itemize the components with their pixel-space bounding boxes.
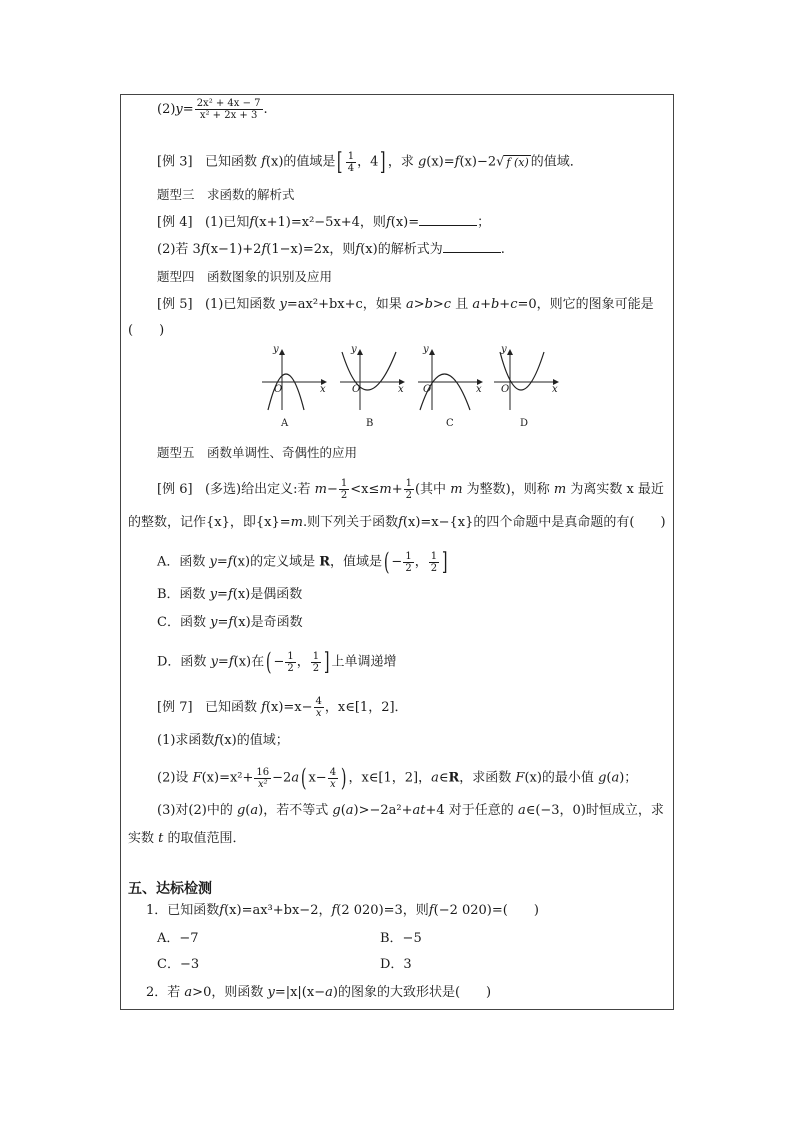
var-m: m xyxy=(314,482,327,497)
var-t: t xyxy=(158,831,164,846)
text: =|x|(x− xyxy=(274,985,326,1000)
var-f: f xyxy=(200,242,206,257)
example4-part2 xyxy=(157,240,505,259)
text: (x)=ax³+bx−2， xyxy=(224,903,332,918)
text: )的图象的大致形状是( ) xyxy=(332,985,492,1000)
denominator: 2 xyxy=(430,562,438,574)
example7-part2 xyxy=(157,766,637,790)
example-label: [例 4] xyxy=(157,215,193,230)
graph-d-origin: O xyxy=(501,384,510,395)
text: (x)=x−{x}的四个命题中是真命题的有( ) xyxy=(402,515,666,530)
text: + xyxy=(391,482,403,497)
text: (x)是偶函数 xyxy=(232,587,303,602)
text: 已知函数 xyxy=(204,700,262,715)
var-f: f xyxy=(227,554,233,570)
term-at: at xyxy=(412,803,426,818)
text: − xyxy=(391,554,403,570)
option-a xyxy=(157,550,449,574)
text: (x)在 xyxy=(233,654,265,670)
text: B．函数 xyxy=(157,587,210,602)
section5-heading: 五、达标检测 xyxy=(128,881,212,897)
text: (1−x)=2x，则 xyxy=(266,242,356,257)
numerator: 4 xyxy=(315,696,322,707)
sum: a+b+c xyxy=(472,297,518,312)
example7-part3-line2 xyxy=(128,830,246,848)
graph-b-x-label: x xyxy=(398,384,404,395)
text: A．函数 xyxy=(157,554,210,570)
denominator: 2 xyxy=(312,662,320,674)
example-label: [例 5] xyxy=(157,297,193,312)
text: ( xyxy=(606,770,612,786)
text: 上单调递增 xyxy=(331,654,397,670)
text: ，x∈[1，2]． xyxy=(324,700,408,715)
var-f: f xyxy=(261,154,266,170)
var-f: f xyxy=(428,903,434,918)
text: − xyxy=(273,654,285,670)
text: ∈(−3，0)时恒成立，求 xyxy=(525,803,664,818)
option-b xyxy=(157,586,302,604)
text: (x)是奇函数 xyxy=(233,615,303,630)
numerator: 1 xyxy=(405,550,412,562)
graph-d xyxy=(494,350,558,410)
var-a: a xyxy=(250,803,259,818)
reals-symbol: R xyxy=(319,554,331,570)
denominator: 2 xyxy=(405,562,412,574)
var-F: F xyxy=(515,770,525,786)
text: (x)−2 xyxy=(459,154,497,170)
text: = xyxy=(217,654,229,670)
text: (其中 xyxy=(414,482,451,497)
text: (3)对(2)中的 xyxy=(157,803,237,818)
numerator: 1 xyxy=(312,650,320,662)
var-a: a xyxy=(325,985,333,1000)
fraction xyxy=(314,696,324,719)
var-y: y xyxy=(210,654,218,670)
equals: = xyxy=(182,102,194,117)
text: (x)的值域； xyxy=(219,733,289,748)
example6-line1 xyxy=(157,478,664,501)
example7 xyxy=(157,696,408,719)
denominator: 2 xyxy=(287,662,294,674)
var-f: f xyxy=(228,654,234,670)
text: ，求函数 xyxy=(459,770,516,786)
var-f: f xyxy=(249,215,255,230)
left-paren: ( xyxy=(383,548,390,576)
example3 xyxy=(157,150,583,174)
text: ， xyxy=(414,554,428,570)
text: = xyxy=(216,554,228,570)
text: ( xyxy=(340,803,346,818)
text: = xyxy=(217,615,229,630)
text: ( xyxy=(245,803,251,818)
text: (x)=x²+ xyxy=(201,770,254,786)
text: +4 对于任意的 xyxy=(425,803,518,818)
graph-b xyxy=(340,350,404,410)
text: (x)的定义域是 xyxy=(232,554,320,570)
fraction xyxy=(285,651,295,674)
numerator: 2x² + 4x − 7 xyxy=(196,98,261,109)
period: . xyxy=(263,102,268,117)
parabola-graphs xyxy=(258,344,578,414)
text: 的值域． xyxy=(530,154,583,170)
q1-option-a: A．−7 xyxy=(157,931,199,946)
right-bracket: ] xyxy=(380,148,386,176)
var-f: f xyxy=(214,733,220,748)
denominator: x xyxy=(330,778,336,790)
var-f: f xyxy=(227,587,233,602)
var-g: g xyxy=(598,770,607,786)
var-m: m xyxy=(450,482,463,497)
sqrt-content: f (x) xyxy=(506,155,529,169)
var-y: y xyxy=(210,615,218,630)
text: )，若不等式 xyxy=(258,803,333,818)
answer-blank[interactable] xyxy=(443,240,501,253)
denominator: x² + 2x + 3 xyxy=(199,110,258,121)
var-f: f xyxy=(219,903,225,918)
text: (2)设 xyxy=(157,770,193,786)
fraction xyxy=(403,551,413,574)
text: . xyxy=(500,242,505,257)
example-label: [例 3] xyxy=(157,154,193,170)
text: ，值域是 xyxy=(330,554,383,570)
left-bracket: [ xyxy=(337,148,343,176)
var-m: m xyxy=(290,515,303,530)
graph-a-y-label: y xyxy=(273,344,279,355)
text: (x)= xyxy=(426,154,455,170)
answer-blank[interactable] xyxy=(419,213,477,226)
fraction xyxy=(404,478,414,501)
var-F: F xyxy=(192,770,202,786)
graph-c-origin: O xyxy=(423,384,432,395)
text: (x)的解析式为 xyxy=(360,242,443,257)
option-c xyxy=(157,614,303,632)
text: (−2 020)=( ) xyxy=(433,903,539,918)
example7-part1 xyxy=(157,732,289,750)
text: (x)的值域是 xyxy=(265,154,336,170)
var-g: g xyxy=(332,803,341,818)
var-f: f xyxy=(398,515,403,530)
text: 的取值范围． xyxy=(163,831,246,846)
text: =0，则它的图象可能是 xyxy=(517,297,654,312)
right-bracket: ] xyxy=(324,648,330,676)
reals-symbol: R xyxy=(448,770,460,786)
example-label: [例 7] xyxy=(157,700,193,715)
fraction xyxy=(429,551,439,574)
text: 且 xyxy=(451,297,473,312)
text: <x≤ xyxy=(350,482,380,497)
text: C．函数 xyxy=(157,615,211,630)
q1-option-c: C．−3 xyxy=(157,957,200,972)
fraction xyxy=(311,651,321,674)
var-a: a xyxy=(184,985,193,1000)
text: (x)= xyxy=(390,215,420,230)
var-f: f xyxy=(261,700,266,715)
graph-a xyxy=(262,350,326,410)
text: (x)=x− xyxy=(265,700,313,715)
denominator: 4 xyxy=(347,162,355,174)
var-f: f xyxy=(454,154,460,170)
text: =ax²+bx+c，如果 xyxy=(286,297,406,312)
q1-option-b: B．−5 xyxy=(380,931,422,946)
numerator: 16 xyxy=(256,766,270,778)
example4-part1 xyxy=(157,213,490,232)
text: 为离实数 x 最近 xyxy=(566,482,664,497)
text: 为整数)，则称 xyxy=(462,482,554,497)
var-y: y xyxy=(279,297,287,312)
numerator: 1 xyxy=(430,550,438,562)
var-y: y xyxy=(209,554,217,570)
option-d xyxy=(157,650,397,674)
text: −2 xyxy=(272,770,292,786)
text: 1．已知函数 xyxy=(146,903,220,918)
text: (1)已知函数 xyxy=(204,297,280,312)
graph-d-y-label: y xyxy=(501,344,507,355)
denominator: x xyxy=(315,708,322,719)
fraction xyxy=(254,767,271,790)
denominator: 2 xyxy=(340,490,348,501)
type5-heading: 题型五 函数单调性、奇偶性的应用 xyxy=(157,445,358,460)
text: 实数 xyxy=(128,831,159,846)
left-paren: ( xyxy=(300,764,307,792)
part-number: (2) xyxy=(157,102,176,117)
condition: a>b>c xyxy=(405,297,452,312)
graph-a-caption: A xyxy=(281,418,289,429)
var-y: y xyxy=(267,985,275,1000)
denominator: 2 xyxy=(405,490,412,501)
text: >0，则函数 xyxy=(192,985,268,1000)
var-g: g xyxy=(417,154,427,170)
text: (2 020)=3，则 xyxy=(336,903,429,918)
var-m: m xyxy=(553,482,567,497)
right-bracket: ] xyxy=(441,548,448,576)
type4-heading: 题型四 函数图象的识别及应用 xyxy=(157,269,333,284)
var-m: m xyxy=(379,482,392,497)
text: − xyxy=(326,482,338,497)
example6-line2 xyxy=(128,514,666,532)
text: = xyxy=(217,587,228,602)
text: (1)已知 xyxy=(204,215,250,230)
text: ，4 xyxy=(357,154,379,170)
denominator: x² xyxy=(257,778,268,790)
numerator: 1 xyxy=(287,650,294,662)
var-y: y xyxy=(209,587,218,602)
graph-b-y-label: y xyxy=(351,344,357,355)
graph-d-caption: D xyxy=(520,418,529,429)
example5-choice-paren: ( ) xyxy=(128,323,165,338)
text: (2)若 3 xyxy=(157,242,201,257)
fraction xyxy=(339,478,349,501)
numerator: 1 xyxy=(347,150,355,162)
graph-a-origin: O xyxy=(274,384,283,395)
text: x− xyxy=(308,770,327,786)
var-a: a xyxy=(517,803,526,818)
fraction xyxy=(346,151,356,174)
var-y: y xyxy=(175,102,183,117)
text: ∈ xyxy=(438,770,449,786)
right-paren: ) xyxy=(340,764,347,792)
question2 xyxy=(146,984,491,1002)
text: (x+1)=x²−5x+4，则 xyxy=(254,215,386,230)
text: (多选)给出定义:若 xyxy=(204,482,315,497)
text: )； xyxy=(619,770,638,786)
var-f: f xyxy=(355,242,361,257)
var-f: f xyxy=(261,242,267,257)
example-label: [例 6] xyxy=(157,482,193,497)
text: .则下列关于函数 xyxy=(302,515,399,530)
fraction xyxy=(328,767,338,790)
graph-d-x-label: x xyxy=(552,384,558,395)
text: )>−2a²+ xyxy=(353,803,413,818)
left-paren: ( xyxy=(266,648,272,676)
var-a: a xyxy=(291,770,300,786)
sqrt-sign: √ xyxy=(496,154,505,170)
type3-heading: 题型三 求函数的解析式 xyxy=(157,187,295,202)
example7-part3-line1 xyxy=(157,802,664,820)
q1-option-d: D．3 xyxy=(380,957,412,972)
var-g: g xyxy=(236,803,246,818)
text: ，求 xyxy=(387,154,418,170)
example5 xyxy=(157,296,654,314)
text: 的整数，记作{x}，即{x}= xyxy=(128,515,291,530)
text: (x−1)+2 xyxy=(205,242,262,257)
var-f: f xyxy=(228,615,234,630)
graph-c-y-label: y xyxy=(423,344,429,355)
text: ， xyxy=(296,654,310,670)
var-a: a xyxy=(431,770,439,786)
graph-c xyxy=(418,350,482,410)
text: (x)的最小值 xyxy=(524,770,599,786)
numerator: 4 xyxy=(329,766,337,778)
text: D．函数 xyxy=(157,654,211,670)
graph-c-caption: C xyxy=(446,418,454,429)
text: ； xyxy=(477,215,491,230)
text: (1)求函数 xyxy=(157,733,215,748)
text: 2．若 xyxy=(146,985,185,1000)
text: ，x∈[1，2]， xyxy=(348,770,432,786)
var-a: a xyxy=(345,803,354,818)
var-f: f xyxy=(385,215,391,230)
graph-b-caption: B xyxy=(366,418,374,429)
numerator: 1 xyxy=(340,478,348,489)
numerator: 1 xyxy=(405,478,412,489)
question1 xyxy=(146,902,539,920)
graph-a-x-label: x xyxy=(320,384,326,395)
var-f: f xyxy=(331,903,337,918)
text: 已知函数 xyxy=(204,154,262,170)
fraction xyxy=(195,98,263,121)
example2-part2 xyxy=(157,98,268,121)
graph-c-x-label: x xyxy=(476,384,482,395)
graph-b-origin: O xyxy=(352,384,361,395)
var-a: a xyxy=(611,770,620,786)
